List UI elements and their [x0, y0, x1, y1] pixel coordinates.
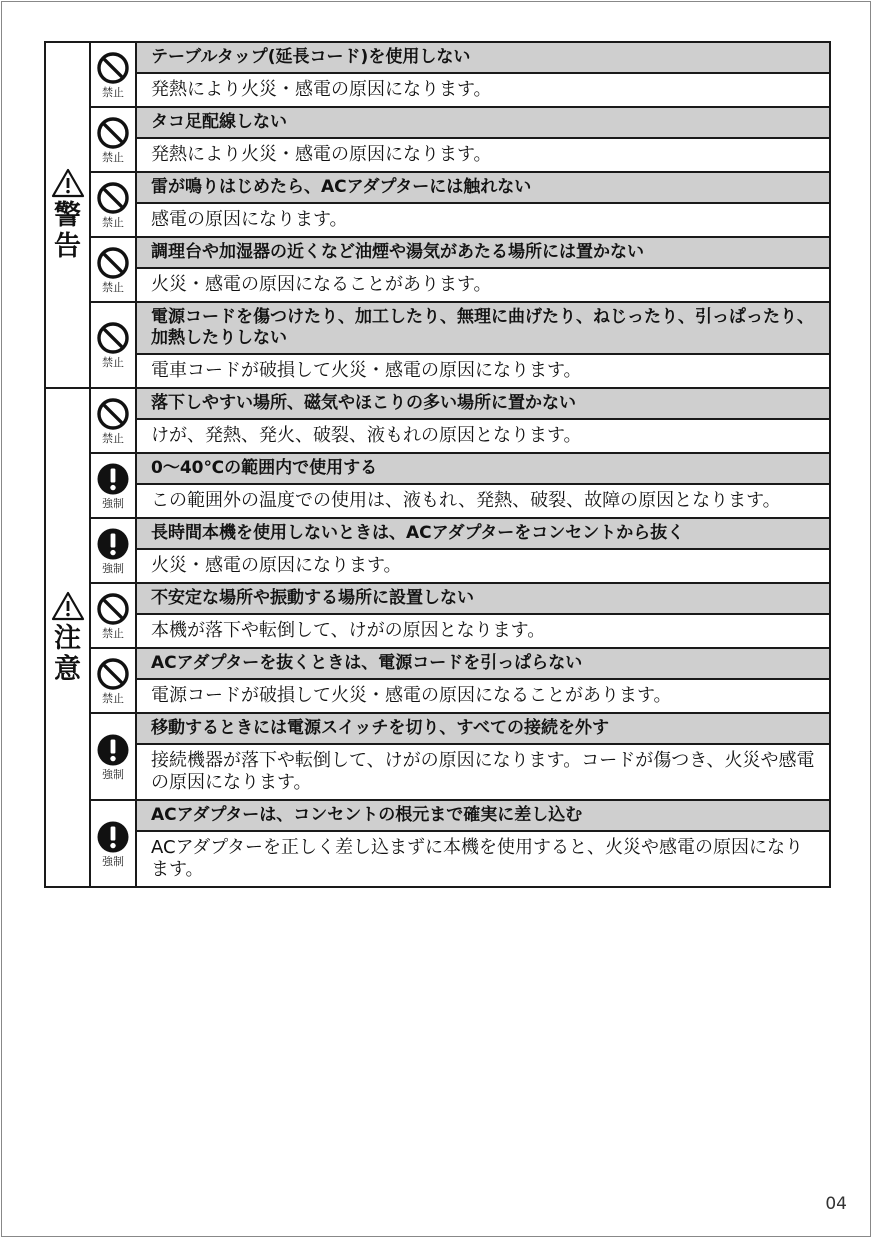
- item-title: 電源コードを傷つけたり、加工したり、無理に曲げたり、ねじったり、引っぱったり、加熱したりしない: [136, 302, 830, 354]
- item-description: ACアダプターを正しく差し込まずに本機を使用すると、火災や感電の原因になります。: [136, 831, 830, 887]
- icon-label: 禁止: [102, 431, 124, 445]
- icon-label: 強制: [102, 767, 124, 781]
- warning-triangle-icon: [51, 591, 85, 621]
- mandatory-icon-cell: [90, 800, 136, 887]
- prohibited-icon: [96, 397, 130, 431]
- item-description-row: [45, 268, 830, 302]
- item-title: 不安定な場所や振動する場所に設置しない: [136, 583, 830, 614]
- prohibited-icon: [96, 246, 130, 280]
- caution-item-1: [45, 388, 830, 419]
- mandatory-icon-cell: [90, 518, 136, 583]
- item-description-row: [45, 679, 830, 713]
- mandatory-icon: [96, 527, 130, 561]
- item-description: けが、発熱、発火、破裂、液もれの原因となります。: [136, 419, 830, 453]
- item-title: 長時間本機を使用しないときは、ACアダプターをコンセントから抜く: [136, 518, 830, 549]
- prohibited-icon: [96, 592, 130, 626]
- prohibited-icon-cell: [90, 107, 136, 172]
- item-title: 移動するときには電源スイッチを切り、すべての接続を外す: [136, 713, 830, 744]
- icon-label: 強制: [102, 496, 124, 510]
- mandatory-icon: [96, 820, 130, 854]
- warning-item-5: [45, 302, 830, 354]
- item-description-row: [45, 744, 830, 800]
- caution-item-6: [45, 713, 830, 744]
- mandatory-icon-cell: [90, 713, 136, 800]
- mandatory-icon: [96, 733, 130, 767]
- prohibited-icon-cell: [90, 648, 136, 713]
- warning-item-1: [45, 42, 830, 73]
- prohibited-icon: [96, 181, 130, 215]
- caution-item-3: [45, 518, 830, 549]
- warning-triangle-icon: [51, 168, 85, 198]
- item-title: 0〜40℃の範囲内で使用する: [136, 453, 830, 484]
- item-description: 電源コードが破損して火災・感電の原因になることがあります。: [136, 679, 830, 713]
- prohibited-icon: [96, 657, 130, 691]
- icon-label: 禁止: [102, 85, 124, 99]
- item-description-row: [45, 484, 830, 518]
- item-description: 電車コードが破損して火災・感電の原因になります。: [136, 354, 830, 388]
- prohibited-icon-cell: [90, 42, 136, 107]
- prohibited-icon: [96, 321, 130, 355]
- item-title: テーブルタップ(延長コード)を使用しない: [136, 42, 830, 73]
- warning-item-2: [45, 107, 830, 138]
- caution-item-2: [45, 453, 830, 484]
- item-description-row: [45, 138, 830, 172]
- caution-section: [45, 388, 90, 887]
- item-description-row: [45, 73, 830, 107]
- page-number: 04: [825, 1194, 847, 1214]
- item-description-row: [45, 354, 830, 388]
- icon-label: 禁止: [102, 280, 124, 294]
- caution-item-5: [45, 648, 830, 679]
- icon-label: 禁止: [102, 150, 124, 164]
- item-title: 落下しやすい場所、磁気やほこりの多い場所に置かない: [136, 388, 830, 419]
- item-description: 火災・感電の原因になります。: [136, 549, 830, 583]
- item-description-row: [45, 203, 830, 237]
- icon-label: 禁止: [102, 626, 124, 640]
- prohibited-icon-cell: [90, 583, 136, 648]
- item-title: 雷が鳴りはじめたら、ACアダプターには触れない: [136, 172, 830, 203]
- item-title: 調理台や加湿器の近くなど油煙や湯気があたる場所には置かない: [136, 237, 830, 268]
- prohibited-icon-cell: [90, 302, 136, 388]
- icon-label: 強制: [102, 854, 124, 868]
- prohibited-icon: [96, 51, 130, 85]
- warning-section-label: 警告: [54, 200, 81, 262]
- item-description: 火災・感電の原因になることがあります。: [136, 268, 830, 302]
- item-description: 発熱により火災・感電の原因になります。: [136, 73, 830, 107]
- item-description-row: [45, 831, 830, 887]
- item-title: ACアダプターは、コンセントの根元まで確実に差し込む: [136, 800, 830, 831]
- prohibited-icon-cell: [90, 172, 136, 237]
- caution-item-4: [45, 583, 830, 614]
- icon-label: 禁止: [102, 691, 124, 705]
- item-description: 接続機器が落下や転倒して、けがの原因になります。コードが傷つき、火災や感電の原因になります。: [136, 744, 830, 800]
- icon-label: 禁止: [102, 356, 124, 369]
- item-description-row: [45, 549, 830, 583]
- warning-item-4: [45, 237, 830, 268]
- icon-label: 強制: [102, 561, 124, 575]
- mandatory-icon-cell: [90, 453, 136, 518]
- caution-section-label: 注意: [54, 622, 81, 685]
- mandatory-icon: [96, 462, 130, 496]
- item-description-row: [45, 419, 830, 453]
- icon-label: 禁止: [102, 215, 124, 229]
- prohibited-icon: [96, 116, 130, 150]
- item-description: 発熱により火災・感電の原因になります。: [136, 138, 830, 172]
- prohibited-icon-cell: [90, 388, 136, 453]
- warning-item-3: [45, 172, 830, 203]
- item-title: ACアダプターを抜くときは、電源コードを引っぱらない: [136, 648, 830, 679]
- item-title: タコ足配線しない: [136, 107, 830, 138]
- prohibited-icon-cell: [90, 237, 136, 302]
- safety-table: [44, 41, 831, 888]
- item-description: この範囲外の温度での使用は、液もれ、発熱、破裂、故障の原因となります。: [136, 484, 830, 518]
- item-description: 本機が落下や転倒して、けがの原因となります。: [136, 614, 830, 648]
- warning-section: [45, 42, 90, 388]
- item-description-row: [45, 614, 830, 648]
- item-description: 感電の原因になります。: [136, 203, 830, 237]
- caution-item-7: [45, 800, 830, 831]
